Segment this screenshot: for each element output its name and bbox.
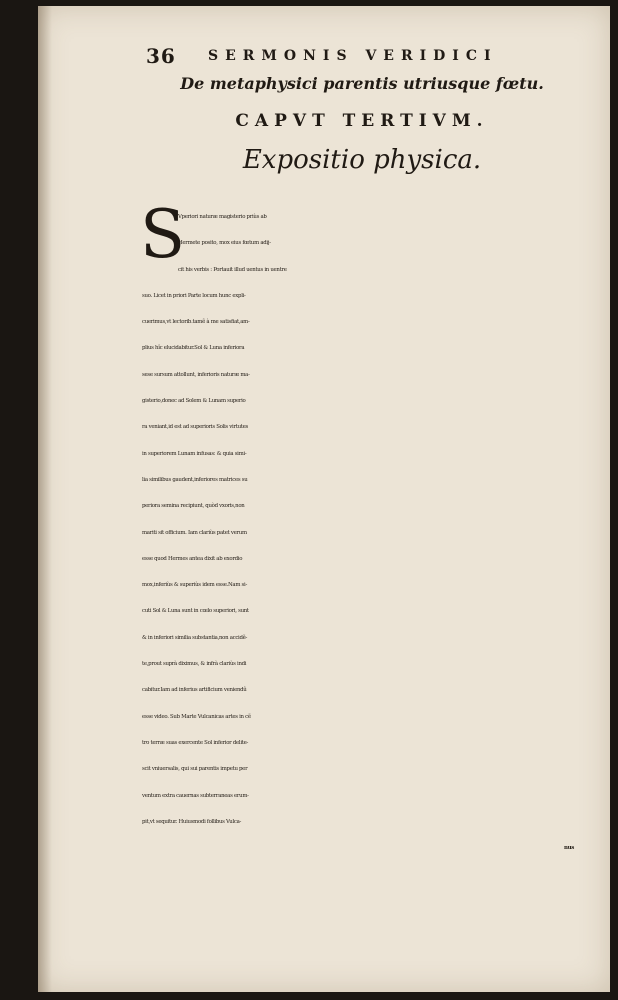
running-head: SERMONIS VERIDICI	[208, 48, 498, 64]
page-subtitle: De metaphysici parentis utriusque fœtu.	[180, 74, 544, 93]
text-line: sese sursum attollunt, inferioris naturæ ma-	[142, 371, 250, 378]
text-line: esse quod Hermes antea dixit ab exordio	[142, 555, 243, 562]
text-line: suo. Licet in priori Parte locum hunc expli-	[142, 292, 246, 299]
text-line: & in inferiori similia substantia,non accidẽ-	[142, 634, 248, 641]
text-line: cabitur.Iam ad inferius artificium veniendũ	[142, 687, 247, 694]
text-line: cuti Sol & Luna sunt in cœlo superiori, sunt	[142, 608, 249, 615]
text-line: te,prout suprà diximus, & infrà clariùs indi	[142, 661, 247, 668]
page-spine-shadow	[38, 6, 52, 992]
section-title: Expositio physica.	[242, 145, 482, 175]
page-number: 36	[146, 44, 176, 68]
text-line: mox,inferiùs & superiùs idem esse.Nam si-	[142, 582, 247, 589]
catchword: nus	[564, 845, 574, 852]
book-page	[38, 6, 610, 992]
text-line: ventum extra cauernas subterraneas erum-	[142, 792, 249, 799]
text-line: plius hîc elucidabitur.Sol & Luna inferiora	[142, 345, 245, 352]
chapter-heading: CAPVT TERTIVM.	[235, 111, 489, 131]
page-header	[142, 40, 582, 72]
text-block	[142, 40, 582, 861]
text-line: Hermete posito, mox eius fœtum adij-	[178, 240, 271, 247]
text-line: Vperiori naturæ magisterio priùs ab	[178, 214, 267, 220]
text-line: lia similibus gaudent,inferiores matrices su	[142, 476, 248, 483]
body-text	[140, 196, 582, 861]
text-line: cuerimus,vt lectorib.tamẽ à me satisfiat,am-	[142, 319, 250, 326]
text-line: cit his verbis : Portauit illud uentus in uentre	[178, 266, 287, 273]
text-line: esse video. Sub Marte Vulcanicas artes in cẽ	[142, 713, 251, 720]
text-line: pit,vt sequitur. Huiusmodi follibus Vulca-	[142, 818, 242, 825]
text-line: tro terræ suas exercente Sol inferior delite-	[142, 739, 249, 746]
drop-cap: S	[140, 196, 186, 273]
text-line: scit vniuersalis, qui sui parentis impetu per	[142, 766, 248, 773]
text-line: periora semina recipiunt, quòd vxoris,non	[142, 503, 245, 510]
text-line: gisterio,donec ad Solem & Lunam superio	[142, 398, 246, 405]
text-line: ra veniant,id est ad superioris Solis virtutes	[142, 424, 248, 431]
text-line: mariti sit officium. Iam clariùs patet verum	[142, 529, 247, 536]
text-line: in superiorem Lunam infusas: & quia simi-	[142, 450, 247, 457]
